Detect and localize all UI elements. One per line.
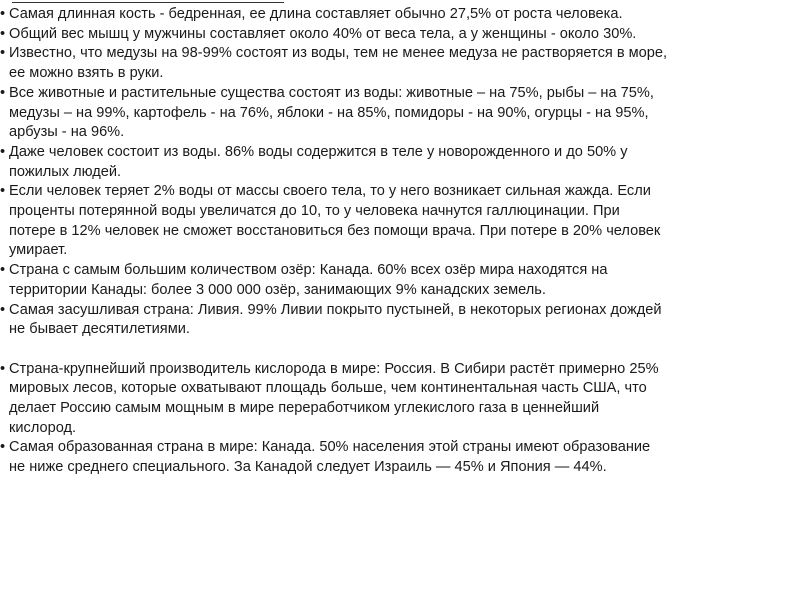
fact-item-femur: • Самая длинная кость - бедренная, ее длина составляет обычно 27,5% от роста человека. bbox=[0, 5, 796, 25]
fact-item-water-content: • Все животные и растительные существа состоят из воды: животные – на 75%, рыбы – на 75%, медузы – на 99%, картофель - на 76%, яблоки - на 85%, помидоры - на 90%, огурцы - на 95%, арбузы - на 96%. bbox=[0, 84, 796, 143]
fact-item-human-water: • Даже человек состоит из воды. 86% воды содержится в теле у новорожденного и до 50% у пожилых людей. bbox=[0, 143, 796, 182]
fact-item-jellyfish: • Известно, что медузы на 98-99% состоят из воды, тем не менее медуза не растворяется в море, ее можно взять в руки. bbox=[0, 44, 796, 83]
fact-item-canada-education: • Самая образованная страна в мире: Канада. 50% населения этой страны имеют образование не ниже среднего специального. За Канадой следует Израиль — 45% и Япония — 44%. bbox=[0, 438, 796, 477]
facts-list bbox=[0, 5, 796, 478]
top-divider-line bbox=[12, 2, 284, 3]
fact-item-muscle-weight: • Общий вес мышц у мужчины составляет около 40% от веса тела, а у женщины - около 30%. bbox=[0, 25, 796, 45]
fact-item-libya-dry: • Самая засушливая страна: Ливия. 99% Ливии покрыто пустыней, в некоторых регионах дождей не бывает десятилетиями. bbox=[0, 301, 796, 340]
fact-item-russia-oxygen: • Страна-крупнейший производитель кислорода в мире: Россия. В Сибири растёт примерно 25% мировых лесов, которые охватывают площадь больше, чем континентальная часть США, что делает Россию самым мощным в мире переработчиком углекислого газа в ценнейший кислород. bbox=[0, 360, 796, 439]
fact-item-lakes-canada: • Страна с самым большим количеством озёр: Канада. 60% всех озёр мира находятся на территории Канады: более 3 000 000 озёр, занимающих 9% канадских земель. bbox=[0, 261, 796, 300]
fact-item-water-loss: • Если человек теряет 2% воды от массы своего тела, то у него возникает сильная жажда. Если проценты потерянной воды увеличатся до 10, то у человека начнутся галлюцинации. При потере в 12% человек не сможет восстановиться без помощи врача. При потере в 20% человек умирает. bbox=[0, 182, 796, 261]
